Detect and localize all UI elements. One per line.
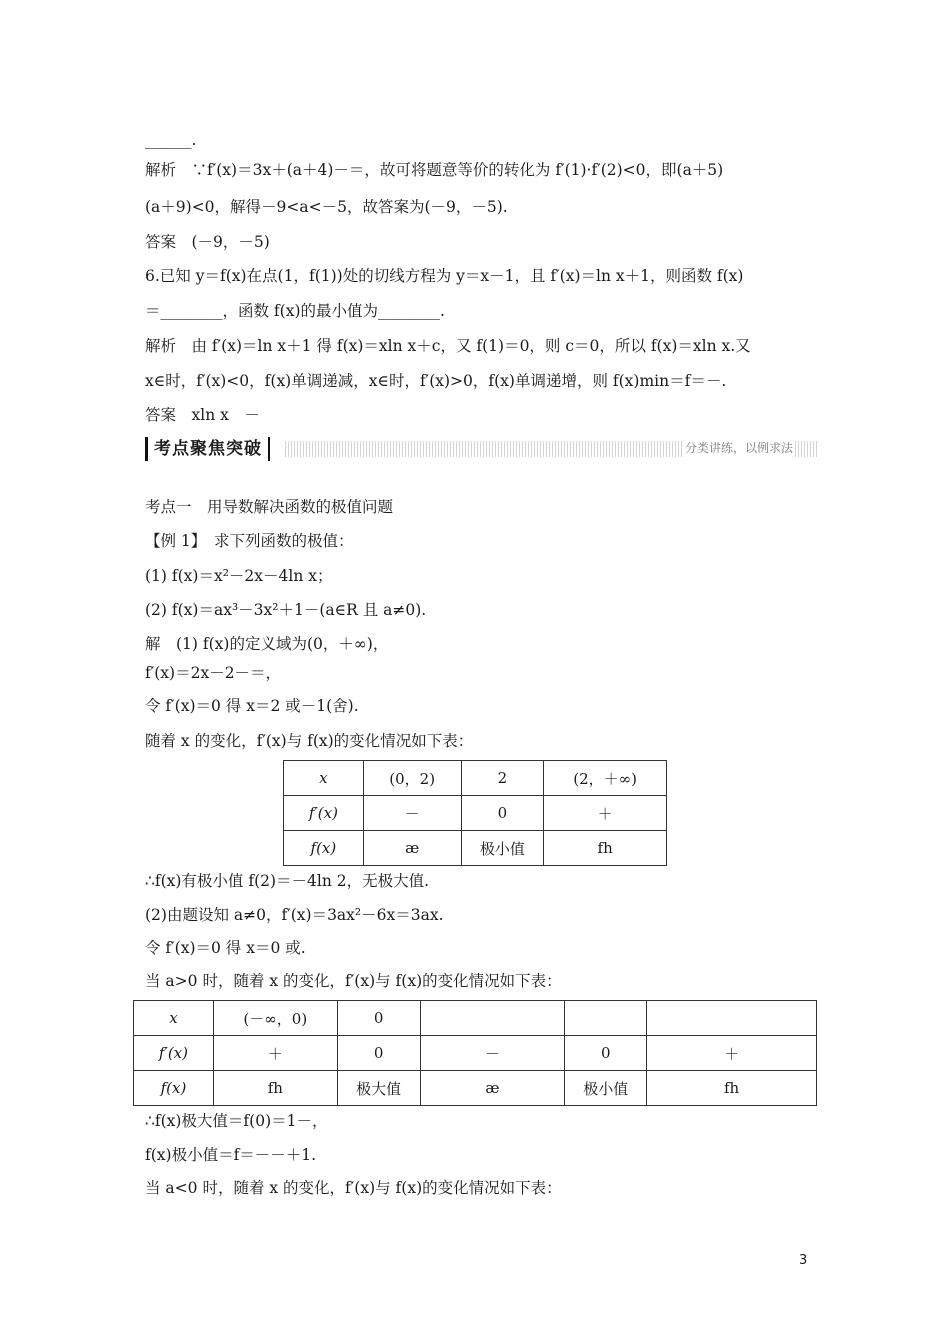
text-line-blank: ______. bbox=[145, 131, 197, 149]
table-cell: fh bbox=[647, 1071, 817, 1106]
banner-title: 考点聚焦突破 bbox=[145, 437, 270, 461]
table-row bbox=[134, 1001, 817, 1036]
table-cell: f(x) bbox=[284, 831, 364, 866]
text-line-p13: 解 (1) f(x)的定义域为(0，＋∞)， bbox=[145, 635, 389, 653]
table-cell: x bbox=[134, 1001, 214, 1036]
text-line-p14: f′(x)＝2x－2－＝， bbox=[145, 664, 282, 682]
table-cell: æ bbox=[363, 831, 461, 866]
table-cell bbox=[565, 1001, 647, 1036]
text-line-p23: 当 a<0 时，随着 x 的变化，f′(x)与 f(x)的变化情况如下表： bbox=[145, 1179, 562, 1197]
table-cell: ＋ bbox=[647, 1036, 817, 1071]
table-cell: 0 bbox=[461, 796, 544, 831]
text-line-p6: 解析 由 f′(x)＝ln x＋1 得 f(x)＝xln x＋c，又 f(1)＝0，则 c＝0，所以 f(x)＝xln x.又 bbox=[145, 337, 751, 355]
text-line-p15: 令 f′(x)＝0 得 x＝2 或－1(舍). bbox=[145, 697, 359, 715]
table-cell: x bbox=[284, 761, 364, 796]
table-cell: 极小值 bbox=[565, 1071, 647, 1106]
text-line-p22: f(x)极小值＝f＝－－＋1. bbox=[145, 1146, 317, 1164]
text-line-p2: (a＋9)<0，解得－9<a<－5，故答案为(－9，－5). bbox=[145, 198, 508, 216]
table-cell: 0 bbox=[337, 1001, 420, 1036]
table-cell: f′(x) bbox=[284, 796, 364, 831]
text-line-p5: ＝________，函数 f(x)的最小值为________. bbox=[145, 302, 445, 320]
table-cell: (2，＋∞) bbox=[544, 761, 667, 796]
table-cell: (－∞，0) bbox=[213, 1001, 337, 1036]
table-cell: f′(x) bbox=[134, 1036, 214, 1071]
table-cell bbox=[420, 1001, 565, 1036]
text-line-p4: 6.已知 y＝f(x)在点(1，f(1))处的切线方程为 y＝x－1，且 f′(x)＝ln x＋1，则函数 f(x) bbox=[145, 267, 744, 285]
text-line-p3: 答案 (－9，－5) bbox=[145, 233, 270, 251]
text-line-p19: 令 f′(x)＝0 得 x＝0 或. bbox=[145, 939, 306, 957]
table-cell bbox=[647, 1001, 817, 1036]
text-line-p8: 答案 xln x － bbox=[145, 406, 260, 424]
table-row bbox=[134, 1071, 817, 1106]
table-cell: 极大值 bbox=[337, 1071, 420, 1106]
table-cell: fh bbox=[213, 1071, 337, 1106]
table-row bbox=[284, 761, 667, 796]
text-line-p12: (2) f(x)＝ax³－3x²＋1－(a∈R 且 a≠0). bbox=[145, 601, 427, 619]
table-cell: － bbox=[420, 1036, 565, 1071]
text-line-p16: 随着 x 的变化，f′(x)与 f(x)的变化情况如下表： bbox=[145, 732, 474, 750]
table-cell: ＋ bbox=[544, 796, 667, 831]
table-cell: æ bbox=[420, 1071, 565, 1106]
table-cell: (0，2) bbox=[363, 761, 461, 796]
table-cell: ＋ bbox=[213, 1036, 337, 1071]
table-cell: 极小值 bbox=[461, 831, 544, 866]
text-line-p21: ∴f(x)极大值＝f(0)＝1－， bbox=[145, 1112, 328, 1130]
variation-table-2 bbox=[133, 1000, 817, 1106]
text-line-p17: ∴f(x)有极小值 f(2)＝－4ln 2，无极大值. bbox=[145, 872, 430, 890]
table-row bbox=[134, 1036, 817, 1071]
text-line-p20: 当 a>0 时，随着 x 的变化，f′(x)与 f(x)的变化情况如下表： bbox=[145, 972, 562, 990]
table-row bbox=[284, 831, 667, 866]
text-line-p9: 考点一 用导数解决函数的极值问题 bbox=[145, 498, 394, 516]
table-cell: f(x) bbox=[134, 1071, 214, 1106]
text-line-p1: 解析 ∵f′(x)＝3x＋(a＋4)－＝，故可将题意等价的转化为 f′(1)·f′(2)<0，即(a＋5) bbox=[145, 161, 724, 179]
table-cell: － bbox=[363, 796, 461, 831]
table-cell: 0 bbox=[565, 1036, 647, 1071]
text-line-p18: (2)由题设知 a≠0，f′(x)＝3ax²－6x＝3ax. bbox=[145, 906, 444, 924]
table-cell: fh bbox=[544, 831, 667, 866]
table-row bbox=[284, 796, 667, 831]
variation-table-1 bbox=[283, 760, 667, 866]
section-banner bbox=[145, 437, 817, 463]
banner-tag: 分类讲练，以例求法 bbox=[684, 441, 793, 455]
text-line-p11: (1) f(x)＝x²－2x－4ln x； bbox=[145, 567, 333, 585]
table-cell: 2 bbox=[461, 761, 544, 796]
table-cell: 0 bbox=[337, 1036, 420, 1071]
page-number: 3 bbox=[799, 1253, 808, 1268]
text-line-p7: x∈时，f′(x)<0，f(x)单调递减，x∈时，f′(x)>0，f(x)单调递增，则 f(x)min＝f＝－. bbox=[145, 372, 727, 390]
text-line-p10: 【例 1】 求下列函数的极值： bbox=[145, 532, 354, 550]
